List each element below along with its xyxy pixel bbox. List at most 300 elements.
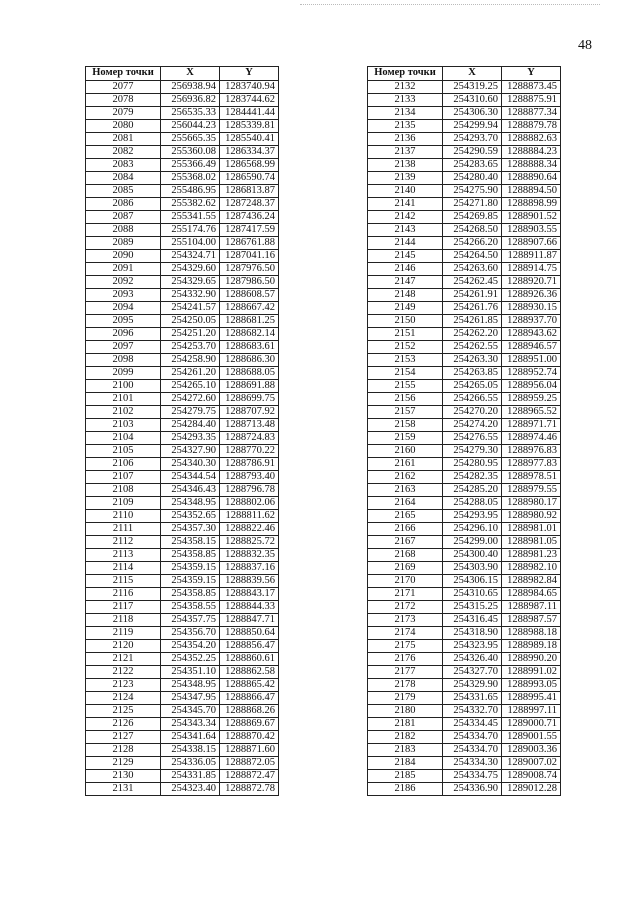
x-coordinate-cell: 254323.95: [443, 640, 502, 653]
y-coordinate-cell: 1288850.64: [220, 627, 279, 640]
x-coordinate-cell: 254334.70: [443, 744, 502, 757]
y-coordinate-cell: 1288872.47: [220, 770, 279, 783]
table-row: [368, 458, 561, 471]
y-coordinate-cell: 1288871.60: [220, 744, 279, 757]
table-row: [86, 302, 279, 315]
point-number-cell: 2145: [368, 250, 443, 263]
table-row: [86, 497, 279, 510]
point-number-cell: 2152: [368, 341, 443, 354]
y-coordinate-cell: 1283744.62: [220, 94, 279, 107]
point-number-cell: 2135: [368, 120, 443, 133]
point-number-cell: 2175: [368, 640, 443, 653]
point-number-cell: 2143: [368, 224, 443, 237]
table-row: [86, 601, 279, 614]
y-coordinate-cell: 1288914.75: [502, 263, 561, 276]
point-number-cell: 2162: [368, 471, 443, 484]
point-number-cell: 2159: [368, 432, 443, 445]
left-table-body: [86, 81, 279, 796]
table-row: [86, 315, 279, 328]
x-coordinate-cell: 254329.60: [161, 263, 220, 276]
table-row: [86, 263, 279, 276]
point-number-cell: 2102: [86, 406, 161, 419]
table-row: [86, 562, 279, 575]
table-row: [86, 549, 279, 562]
table-row: [368, 627, 561, 640]
left-coordinates-table-container: [85, 66, 279, 796]
y-coordinate-cell: 1288865.42: [220, 679, 279, 692]
y-coordinate-cell: 1289003.36: [502, 744, 561, 757]
x-coordinate-cell: 254327.90: [161, 445, 220, 458]
x-coordinate-cell: 254359.15: [161, 562, 220, 575]
y-coordinate-cell: 1288997.11: [502, 705, 561, 718]
y-coordinate-cell: 1288991.02: [502, 666, 561, 679]
table-row: [368, 497, 561, 510]
point-number-cell: 2168: [368, 549, 443, 562]
table-row: [86, 640, 279, 653]
x-coordinate-cell: 254359.15: [161, 575, 220, 588]
x-coordinate-cell: 254336.05: [161, 757, 220, 770]
table-row: [86, 120, 279, 133]
point-number-cell: 2161: [368, 458, 443, 471]
x-coordinate-cell: 254358.55: [161, 601, 220, 614]
y-coordinate-cell: 1288995.41: [502, 692, 561, 705]
y-coordinate-cell: 1288981.23: [502, 549, 561, 562]
x-coordinate-cell: 254288.05: [443, 497, 502, 510]
point-number-cell: 2132: [368, 81, 443, 94]
y-coordinate-cell: 1288847.71: [220, 614, 279, 627]
x-coordinate-cell: 254274.20: [443, 419, 502, 432]
y-coordinate-cell: 1288981.01: [502, 523, 561, 536]
x-coordinate-cell: 254351.10: [161, 666, 220, 679]
y-coordinate-cell: 1289012.28: [502, 783, 561, 796]
table-row: [368, 289, 561, 302]
x-coordinate-cell: 254334.75: [443, 770, 502, 783]
x-coordinate-cell: 254332.90: [161, 289, 220, 302]
table-row: [86, 354, 279, 367]
table-row: [368, 640, 561, 653]
y-coordinate-cell: 1289000.71: [502, 718, 561, 731]
point-number-cell: 2137: [368, 146, 443, 159]
point-number-cell: 2158: [368, 419, 443, 432]
x-coordinate-cell: 254270.20: [443, 406, 502, 419]
table-row: [86, 367, 279, 380]
table-row: [368, 419, 561, 432]
x-coordinate-cell: 254251.20: [161, 328, 220, 341]
point-number-cell: 2134: [368, 107, 443, 120]
x-coordinate-cell: 254346.43: [161, 484, 220, 497]
table-row: [368, 133, 561, 146]
point-number-cell: 2084: [86, 172, 161, 185]
x-coordinate-cell: 254280.95: [443, 458, 502, 471]
x-coordinate-cell: 254310.65: [443, 588, 502, 601]
table-row: [86, 81, 279, 94]
x-coordinate-cell: 254343.34: [161, 718, 220, 731]
point-number-cell: 2101: [86, 393, 161, 406]
point-number-cell: 2083: [86, 159, 161, 172]
y-coordinate-cell: 1288856.47: [220, 640, 279, 653]
y-coordinate-cell: 1288977.83: [502, 458, 561, 471]
table-row: [368, 770, 561, 783]
x-coordinate-cell: 256535.33: [161, 107, 220, 120]
x-coordinate-cell: 254331.65: [443, 692, 502, 705]
point-number-cell: 2104: [86, 432, 161, 445]
x-coordinate-cell: 255366.49: [161, 159, 220, 172]
y-coordinate-cell: 1287976.50: [220, 263, 279, 276]
point-number-cell: 2087: [86, 211, 161, 224]
table-row: [86, 419, 279, 432]
x-coordinate-cell: 254315.25: [443, 601, 502, 614]
table-row: [86, 523, 279, 536]
table-row: [368, 601, 561, 614]
y-coordinate-cell: 1288688.05: [220, 367, 279, 380]
point-number-cell: 2149: [368, 302, 443, 315]
y-coordinate-cell: 1288713.48: [220, 419, 279, 432]
point-number-cell: 2116: [86, 588, 161, 601]
table-row: [86, 406, 279, 419]
x-coordinate-cell: 254263.60: [443, 263, 502, 276]
point-number-cell: 2120: [86, 640, 161, 653]
x-coordinate-cell: 254284.40: [161, 419, 220, 432]
x-coordinate-cell: 254266.55: [443, 393, 502, 406]
table-row: [86, 133, 279, 146]
x-coordinate-cell: 255486.95: [161, 185, 220, 198]
table-row: [86, 757, 279, 770]
point-number-cell: 2165: [368, 510, 443, 523]
table-row: [86, 718, 279, 731]
x-coordinate-cell: 255341.55: [161, 211, 220, 224]
point-number-cell: 2108: [86, 484, 161, 497]
y-coordinate-cell: 1288888.34: [502, 159, 561, 172]
table-row: [368, 159, 561, 172]
point-number-cell: 2086: [86, 198, 161, 211]
point-number-cell: 2095: [86, 315, 161, 328]
right-coordinates-table: [367, 66, 561, 796]
x-coordinate-cell: 254319.25: [443, 81, 502, 94]
table-row: [368, 224, 561, 237]
y-coordinate-cell: 1288707.92: [220, 406, 279, 419]
table-row: [368, 445, 561, 458]
x-coordinate-cell: 255174.76: [161, 224, 220, 237]
x-coordinate-cell: 254280.40: [443, 172, 502, 185]
y-coordinate-cell: 1288822.46: [220, 523, 279, 536]
x-coordinate-cell: 254279.75: [161, 406, 220, 419]
point-number-cell: 2157: [368, 406, 443, 419]
table-row: [86, 237, 279, 250]
table-row: [368, 94, 561, 107]
point-number-cell: 2085: [86, 185, 161, 198]
x-coordinate-cell: 254241.57: [161, 302, 220, 315]
point-number-cell: 2090: [86, 250, 161, 263]
table-row: [368, 354, 561, 367]
left-coordinates-table: [85, 66, 279, 796]
x-coordinate-cell: 254253.70: [161, 341, 220, 354]
x-coordinate-cell: 254303.90: [443, 562, 502, 575]
table-row: [86, 783, 279, 796]
y-coordinate-cell: 1286334.37: [220, 146, 279, 159]
point-number-cell: 2185: [368, 770, 443, 783]
point-number-cell: 2118: [86, 614, 161, 627]
point-number-cell: 2153: [368, 354, 443, 367]
table-row: [86, 588, 279, 601]
y-coordinate-cell: 1284441.44: [220, 107, 279, 120]
x-coordinate-cell: 254258.90: [161, 354, 220, 367]
x-coordinate-cell: 254316.45: [443, 614, 502, 627]
y-coordinate-cell: 1288982.10: [502, 562, 561, 575]
x-coordinate-cell: 254334.45: [443, 718, 502, 731]
point-number-cell: 2100: [86, 380, 161, 393]
point-number-cell: 2139: [368, 172, 443, 185]
x-coordinate-cell: 254271.80: [443, 198, 502, 211]
y-coordinate-cell: 1288894.50: [502, 185, 561, 198]
y-coordinate-cell: 1288786.91: [220, 458, 279, 471]
table-row: [368, 198, 561, 211]
table-row: [86, 510, 279, 523]
table-row: [368, 679, 561, 692]
y-coordinate-cell: 1288946.57: [502, 341, 561, 354]
y-coordinate-cell: 1288802.06: [220, 497, 279, 510]
y-coordinate-cell: 1288981.05: [502, 536, 561, 549]
y-coordinate-cell: 1288667.42: [220, 302, 279, 315]
point-number-cell: 2148: [368, 289, 443, 302]
y-coordinate-cell: 1288930.15: [502, 302, 561, 315]
x-coordinate-cell: 254264.50: [443, 250, 502, 263]
x-coordinate-cell: 254345.70: [161, 705, 220, 718]
y-coordinate-cell: 1288898.99: [502, 198, 561, 211]
table-row: [368, 432, 561, 445]
table-row: [368, 692, 561, 705]
table-row: [368, 484, 561, 497]
page-number: 48: [578, 38, 592, 53]
point-number-cell: 2156: [368, 393, 443, 406]
x-coordinate-cell: 254265.10: [161, 380, 220, 393]
header-y: Y: [220, 67, 279, 81]
point-number-cell: 2140: [368, 185, 443, 198]
header-point-number: Номер точки: [368, 67, 443, 81]
point-number-cell: 2150: [368, 315, 443, 328]
x-coordinate-cell: 254357.30: [161, 523, 220, 536]
table-row: [86, 432, 279, 445]
point-number-cell: 2160: [368, 445, 443, 458]
table-row: [368, 549, 561, 562]
y-coordinate-cell: 1288873.45: [502, 81, 561, 94]
point-number-cell: 2124: [86, 692, 161, 705]
table-row: [86, 471, 279, 484]
point-number-cell: 2173: [368, 614, 443, 627]
table-row: [368, 575, 561, 588]
table-row: [86, 536, 279, 549]
x-coordinate-cell: 254285.20: [443, 484, 502, 497]
x-coordinate-cell: 254326.40: [443, 653, 502, 666]
x-coordinate-cell: 256044.23: [161, 120, 220, 133]
table-row: [86, 185, 279, 198]
table-row: [86, 224, 279, 237]
point-number-cell: 2130: [86, 770, 161, 783]
y-coordinate-cell: 1288989.18: [502, 640, 561, 653]
x-coordinate-cell: 256936.82: [161, 94, 220, 107]
table-row: [368, 107, 561, 120]
y-coordinate-cell: 1287986.50: [220, 276, 279, 289]
y-coordinate-cell: 1288844.33: [220, 601, 279, 614]
table-row: [86, 484, 279, 497]
x-coordinate-cell: 254358.85: [161, 549, 220, 562]
table-row: [86, 705, 279, 718]
table-row: [368, 380, 561, 393]
y-coordinate-cell: 1288979.55: [502, 484, 561, 497]
y-coordinate-cell: 1288793.40: [220, 471, 279, 484]
header-point-number: Номер точки: [86, 67, 161, 81]
y-coordinate-cell: 1287041.16: [220, 250, 279, 263]
x-coordinate-cell: 254340.30: [161, 458, 220, 471]
x-coordinate-cell: 254283.65: [443, 159, 502, 172]
x-coordinate-cell: 254334.30: [443, 757, 502, 770]
point-number-cell: 2079: [86, 107, 161, 120]
y-coordinate-cell: 1288682.14: [220, 328, 279, 341]
y-coordinate-cell: 1288868.26: [220, 705, 279, 718]
point-number-cell: 2105: [86, 445, 161, 458]
x-coordinate-cell: 254306.15: [443, 575, 502, 588]
point-number-cell: 2103: [86, 419, 161, 432]
point-number-cell: 2169: [368, 562, 443, 575]
point-number-cell: 2128: [86, 744, 161, 757]
point-number-cell: 2166: [368, 523, 443, 536]
table-row: [368, 250, 561, 263]
x-coordinate-cell: 254261.91: [443, 289, 502, 302]
table-row: [86, 380, 279, 393]
x-coordinate-cell: 254266.20: [443, 237, 502, 250]
point-number-cell: 2106: [86, 458, 161, 471]
y-coordinate-cell: 1288952.74: [502, 367, 561, 380]
table-row: [368, 614, 561, 627]
header-y: Y: [502, 67, 561, 81]
point-number-cell: 2184: [368, 757, 443, 770]
x-coordinate-cell: 255665.35: [161, 133, 220, 146]
point-number-cell: 2107: [86, 471, 161, 484]
point-number-cell: 2141: [368, 198, 443, 211]
point-number-cell: 2091: [86, 263, 161, 276]
point-number-cell: 2170: [368, 575, 443, 588]
header-x: X: [161, 67, 220, 81]
point-number-cell: 2093: [86, 289, 161, 302]
point-number-cell: 2080: [86, 120, 161, 133]
y-coordinate-cell: 1288862.58: [220, 666, 279, 679]
point-number-cell: 2082: [86, 146, 161, 159]
point-number-cell: 2172: [368, 601, 443, 614]
x-coordinate-cell: 254275.90: [443, 185, 502, 198]
x-coordinate-cell: 254299.00: [443, 536, 502, 549]
y-coordinate-cell: 1288987.11: [502, 601, 561, 614]
table-row: [368, 81, 561, 94]
y-coordinate-cell: 1288993.05: [502, 679, 561, 692]
x-coordinate-cell: 254354.20: [161, 640, 220, 653]
table-row: [368, 510, 561, 523]
table-row: [368, 406, 561, 419]
x-coordinate-cell: 254341.64: [161, 731, 220, 744]
point-number-cell: 2092: [86, 276, 161, 289]
y-coordinate-cell: 1288903.55: [502, 224, 561, 237]
point-number-cell: 2164: [368, 497, 443, 510]
x-coordinate-cell: 254276.55: [443, 432, 502, 445]
y-coordinate-cell: 1288699.75: [220, 393, 279, 406]
table-row: [86, 627, 279, 640]
point-number-cell: 2138: [368, 159, 443, 172]
x-coordinate-cell: 254268.50: [443, 224, 502, 237]
point-number-cell: 2126: [86, 718, 161, 731]
y-coordinate-cell: 1288978.51: [502, 471, 561, 484]
table-row: [86, 198, 279, 211]
table-row: [86, 341, 279, 354]
y-coordinate-cell: 1288937.70: [502, 315, 561, 328]
point-number-cell: 2113: [86, 549, 161, 562]
y-coordinate-cell: 1288839.56: [220, 575, 279, 588]
y-coordinate-cell: 1288866.47: [220, 692, 279, 705]
point-number-cell: 2176: [368, 653, 443, 666]
point-number-cell: 2129: [86, 757, 161, 770]
point-number-cell: 2097: [86, 341, 161, 354]
point-number-cell: 2094: [86, 302, 161, 315]
y-coordinate-cell: 1288971.71: [502, 419, 561, 432]
x-coordinate-cell: 254262.55: [443, 341, 502, 354]
y-coordinate-cell: 1288681.25: [220, 315, 279, 328]
x-coordinate-cell: 254338.15: [161, 744, 220, 757]
x-coordinate-cell: 254279.30: [443, 445, 502, 458]
table-row: [368, 367, 561, 380]
x-coordinate-cell: 254358.85: [161, 588, 220, 601]
table-row: [368, 172, 561, 185]
y-coordinate-cell: 1285540.41: [220, 133, 279, 146]
table-row: [368, 744, 561, 757]
x-coordinate-cell: 254334.70: [443, 731, 502, 744]
x-coordinate-cell: 254332.70: [443, 705, 502, 718]
point-number-cell: 2077: [86, 81, 161, 94]
y-coordinate-cell: 1288872.05: [220, 757, 279, 770]
x-coordinate-cell: 254358.15: [161, 536, 220, 549]
x-coordinate-cell: 254347.95: [161, 692, 220, 705]
x-coordinate-cell: 254296.10: [443, 523, 502, 536]
y-coordinate-cell: 1289001.55: [502, 731, 561, 744]
x-coordinate-cell: 255368.02: [161, 172, 220, 185]
y-coordinate-cell: 1288683.61: [220, 341, 279, 354]
point-number-cell: 2183: [368, 744, 443, 757]
x-coordinate-cell: 255360.08: [161, 146, 220, 159]
y-coordinate-cell: 1288608.57: [220, 289, 279, 302]
x-coordinate-cell: 254329.65: [161, 276, 220, 289]
x-coordinate-cell: 254336.90: [443, 783, 502, 796]
point-number-cell: 2171: [368, 588, 443, 601]
point-number-cell: 2089: [86, 237, 161, 250]
table-row: [86, 250, 279, 263]
point-number-cell: 2178: [368, 679, 443, 692]
y-coordinate-cell: 1288911.87: [502, 250, 561, 263]
y-coordinate-cell: 1288984.65: [502, 588, 561, 601]
x-coordinate-cell: 254290.59: [443, 146, 502, 159]
point-number-cell: 2125: [86, 705, 161, 718]
y-coordinate-cell: 1288686.30: [220, 354, 279, 367]
y-coordinate-cell: 1287417.59: [220, 224, 279, 237]
table-row: [86, 731, 279, 744]
y-coordinate-cell: 1288796.78: [220, 484, 279, 497]
table-header-row: [368, 67, 561, 81]
y-coordinate-cell: 1288869.67: [220, 718, 279, 731]
table-row: [368, 276, 561, 289]
y-coordinate-cell: 1288877.34: [502, 107, 561, 120]
table-row: [368, 718, 561, 731]
point-number-cell: 2122: [86, 666, 161, 679]
y-coordinate-cell: 1288920.71: [502, 276, 561, 289]
y-coordinate-cell: 1288976.83: [502, 445, 561, 458]
point-number-cell: 2127: [86, 731, 161, 744]
point-number-cell: 2151: [368, 328, 443, 341]
table-row: [86, 211, 279, 224]
